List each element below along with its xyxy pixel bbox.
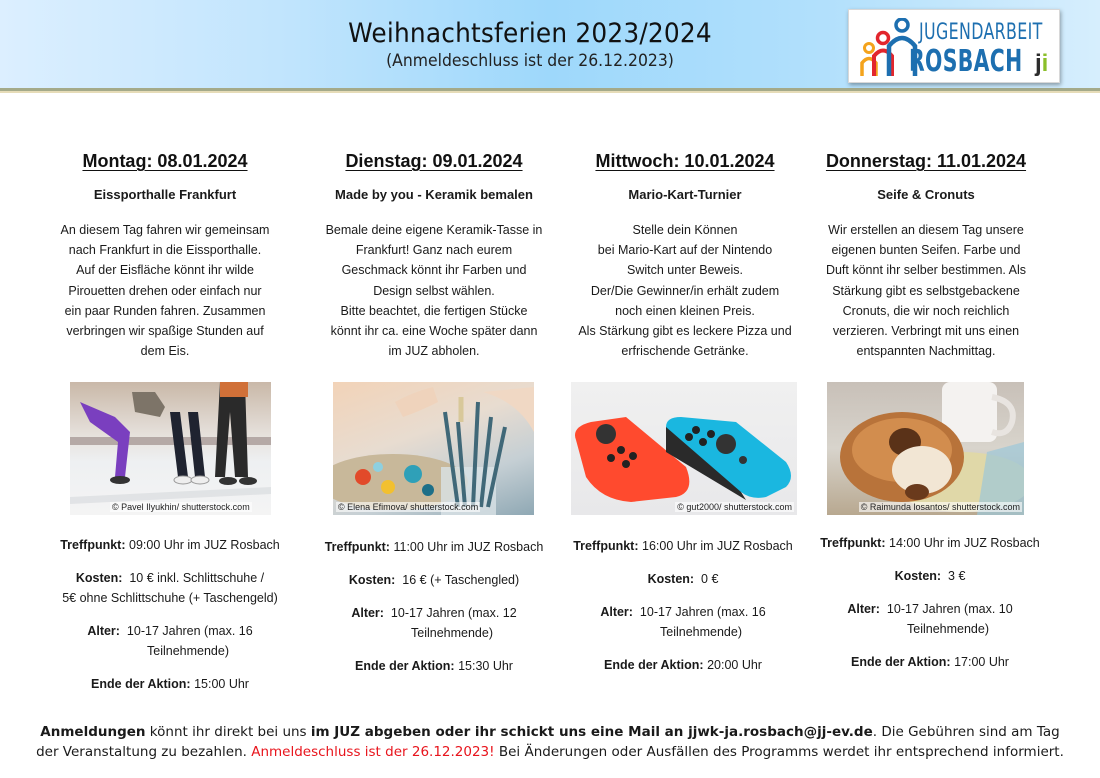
day-heading: Dienstag: 09.01.2024: [345, 151, 523, 171]
cost: Kosten: 0 €: [647, 572, 719, 586]
ice-skating-illustration: [70, 382, 271, 515]
end-time: Ende der Aktion: 20:00 Uhr: [604, 658, 762, 672]
cost: Kosten: 3 €: [894, 569, 966, 583]
meeting-point: Treffpunkt: 14:00 Uhr im JUZ Rosbach: [820, 536, 1040, 550]
day-column-tuesday: [309, 148, 559, 361]
day-column-thursday: [806, 148, 1046, 361]
photo-paint-brushes: [333, 382, 534, 515]
day-heading: Donnerstag: 11.01.2024: [825, 151, 1027, 171]
details-monday: [40, 535, 300, 707]
cost: Kosten: 10 € inkl. Schlittschuhe / 5€ ohne Schlittschuhe (+ Taschengeld): [62, 571, 278, 605]
age: Alter: 10-17 Jahren (max. 16 Teilnehmende): [600, 605, 766, 639]
photo-credit: © gut2000/ shutterstock.com: [677, 502, 792, 512]
photo-cronut: [827, 382, 1024, 515]
activity-title: Mario-Kart-Turnier: [628, 187, 742, 202]
day-heading: Mittwoch: 10.01.2024: [595, 151, 775, 171]
activity-title: Made by you - Keramik bemalen: [335, 187, 533, 202]
header-banner: [0, 0, 1100, 91]
photo-credit: © Raimunda losantos/ shutterstock.com: [860, 502, 1020, 512]
activity-title: Seife & Cronuts: [877, 187, 975, 202]
logo-jugendarbeit-rosbach: [848, 9, 1060, 83]
age: Alter: 10-17 Jahren (max. 12 Teilnehmende): [351, 606, 517, 640]
paint-brushes-illustration: [333, 382, 534, 515]
deadline-warning: Anmeldeschluss ist der 26.12.2023!: [251, 744, 495, 760]
page-subtitle: (Anmeldeschluss ist der 26.12.2023): [386, 51, 674, 71]
logo-text-rosbach: ROSBACH: [909, 44, 1023, 79]
activity-description: Bemale deine eigene Keramik-Tasse in Frankfurt! Ganz nach eurem Geschmack könnt ihr Farben und Design selbst wählen. Bitte beachtet, die fertigen Stücke könnt ihr ca. eine Woche später dann im JUZ abholen.: [325, 223, 543, 359]
meeting-point: Treffpunkt: 16:00 Uhr im JUZ Rosbach: [573, 539, 793, 553]
day-column-monday: [40, 148, 290, 361]
photo-switch-controllers: [571, 382, 797, 515]
photo-credit: © Elena Efimova/ shutterstock.com: [338, 502, 479, 512]
photo-ice-skating: [70, 382, 271, 515]
activity-description: Wir erstellen an diesem Tag unsere eigenen bunten Seifen. Farbe und Duft könnt ihr selber bestimmen. Als Stärkung gibt es selbstgebackene Cronuts, die wir noch reichlich verzieren. Verbringt mit uns einen entspannten Nachmittag.: [825, 223, 1027, 359]
activity-description: Stelle dein Können bei Mario-Kart auf der Nintendo Switch unter Beweis. Der/Die Gewinner/in erhält zudem noch einen kleinen Preis. Als Stärkung gibt es leckere Pizza und erfrischende Getränke.: [578, 223, 792, 359]
logo-ji-mark: ji: [1035, 50, 1049, 77]
end-time: Ende der Aktion: 15:00 Uhr: [91, 677, 249, 691]
email-contact: im JUZ abgeben oder ihr schickt uns eine Mail an jjwk-ja.rosbach@jj-ev.de: [310, 724, 873, 740]
activity-title: Eissporthalle Frankfurt: [93, 187, 237, 202]
day-column-wednesday: [560, 148, 810, 361]
logo-text-jugendarbeit: JUGENDARBEIT: [919, 20, 1043, 45]
details-wednesday: [553, 536, 813, 688]
end-time: Ende der Aktion: 17:00 Uhr: [851, 655, 1009, 669]
details-tuesday: [304, 537, 564, 689]
details-thursday: [800, 533, 1060, 685]
end-time: Ende der Aktion: 15:30 Uhr: [355, 659, 513, 673]
switch-controllers-illustration: [571, 382, 797, 515]
activity-description: An diesem Tag fahren wir gemeinsam nach Frankfurt in die Eissporthalle. Auf der Eisfläche könnt ihr wilde Pirouetten drehen oder einfach nur ein paar Runden fahren. Zusammen verbringen wir spaßige Stunden auf dem Eis.: [60, 223, 270, 359]
meeting-point: Treffpunkt: 09:00 Uhr im JUZ Rosbach: [60, 538, 280, 552]
age: Alter: 10-17 Jahren (max. 10 Teilnehmende): [847, 602, 1013, 636]
meeting-point: Treffpunkt: 11:00 Uhr im JUZ Rosbach: [324, 540, 544, 554]
cost: Kosten: 16 € (+ Taschengled): [348, 573, 520, 587]
registration-note: Anmeldungen könnt ihr direkt bei uns im JUZ abgeben oder ihr schickt uns eine Mail an jjwk-ja.rosbach@jj-ev.de. Die Gebühren sind am Tag der Veranstaltung zu bezahlen. Anmeldeschluss ist der 26.12.2023! Bei Änderungen oder Ausfällen des Programms werdet ihr entsprechend informiert.: [36, 724, 1064, 760]
cronut-illustration: [827, 382, 1024, 515]
page-title: Weihnachtsferien 2023/2024: [348, 18, 712, 49]
day-heading: Montag: 08.01.2024: [82, 151, 248, 171]
photo-credit: © Pavel Ilyukhin/ shutterstock.com: [112, 502, 250, 512]
age: Alter: 10-17 Jahren (max. 16 Teilnehmende): [87, 624, 253, 658]
